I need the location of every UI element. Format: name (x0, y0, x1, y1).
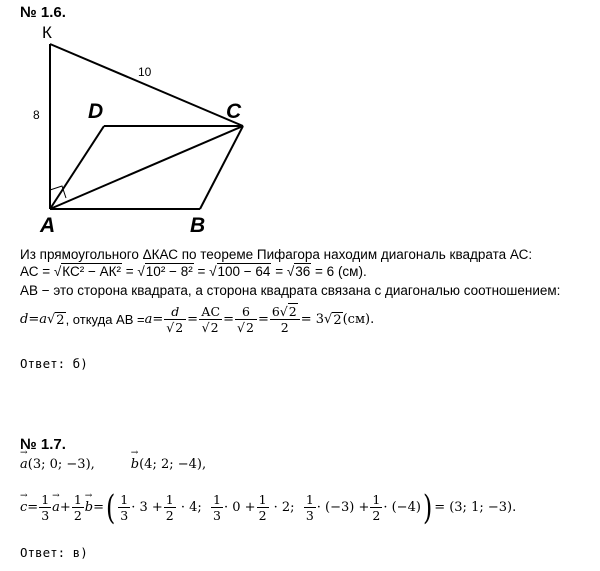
answer-1-6: Ответ: б) (20, 356, 88, 371)
radicand-4: 36 (295, 264, 311, 279)
solution-text-line-3: АВ − это сторона квадрата, а сторона квадрата связана с диагональю соотношением: (20, 283, 561, 298)
vector-a-symbol: → a (20, 457, 28, 472)
label-side-kc: 10 (138, 65, 152, 79)
open-paren: ( (105, 487, 116, 528)
geometry-figure (28, 22, 268, 237)
radicand-3: 100 − 64 (217, 264, 271, 279)
segment-cb (200, 126, 243, 209)
segment-ac-diagonal (50, 126, 243, 209)
pythagoras-equation: АС = √КС² − АК² = √10² − 8² = √100 − 64 = √36 = 6 (см). (20, 264, 367, 279)
label-b: B (190, 214, 206, 237)
side-diagonal-equation: d = a √ 2 , откуда АВ = a = $\frac{d}{√2}$ = $\frac{АС}{√2}$ = $\frac{6}{√2}$ = $\frac{6√2}{2}$ = 3 √ 2 (см). (20, 304, 375, 335)
fraction-d-over-root2: $\frac{d}{√2}$ (164, 304, 186, 335)
radicand-1: КС² − АК² (62, 264, 121, 279)
label-c: C (226, 100, 242, 123)
answer-1-7: Ответ: в) (20, 545, 88, 560)
fraction-6-over-root2: $\frac{6}{√2}$ (235, 304, 257, 335)
vector-c-symbol: → c (20, 500, 27, 515)
label-side-ka: 8 (33, 108, 40, 122)
label-d: D (88, 100, 104, 123)
vector-b-symbol: → b (131, 457, 139, 472)
given-vectors: → a (3; 0; −3), → b (4; 2; −4), (20, 457, 206, 472)
problem-number-1-7: № 1.7. (20, 436, 66, 453)
problem-number-1-6: № 1.6. (20, 4, 66, 21)
vector-c-equation: → c = $\frac{1}{3}$ → a + $\frac{1}{2}$ → b = ( $\frac{1}{3}$ · 3 + $\frac{1}{2}$ · 4; $\frac{1}{3}$ · 0 + $\frac{1}{2}$ · 2; $\frac{1}{3}$ · (−3) + $\frac{1}{2}$ · (−4) ) = (3; 1; −3). (20, 492, 516, 523)
label-k: К (42, 23, 52, 42)
label-a: A (40, 214, 56, 237)
segment-kc (50, 44, 243, 126)
fraction-6root2-over-2: $\frac{6√2}{2}$ (270, 304, 300, 335)
fraction-ac-over-root2: $\frac{АС}{√2}$ (201, 304, 221, 335)
close-paren: ) (422, 487, 433, 528)
solution-text-line-1: Из прямоугольного ΔКАС по теореме Пифагора находим диагональ квадрата АС: (20, 247, 533, 262)
radicand-2: 10² − 8² (145, 264, 193, 279)
